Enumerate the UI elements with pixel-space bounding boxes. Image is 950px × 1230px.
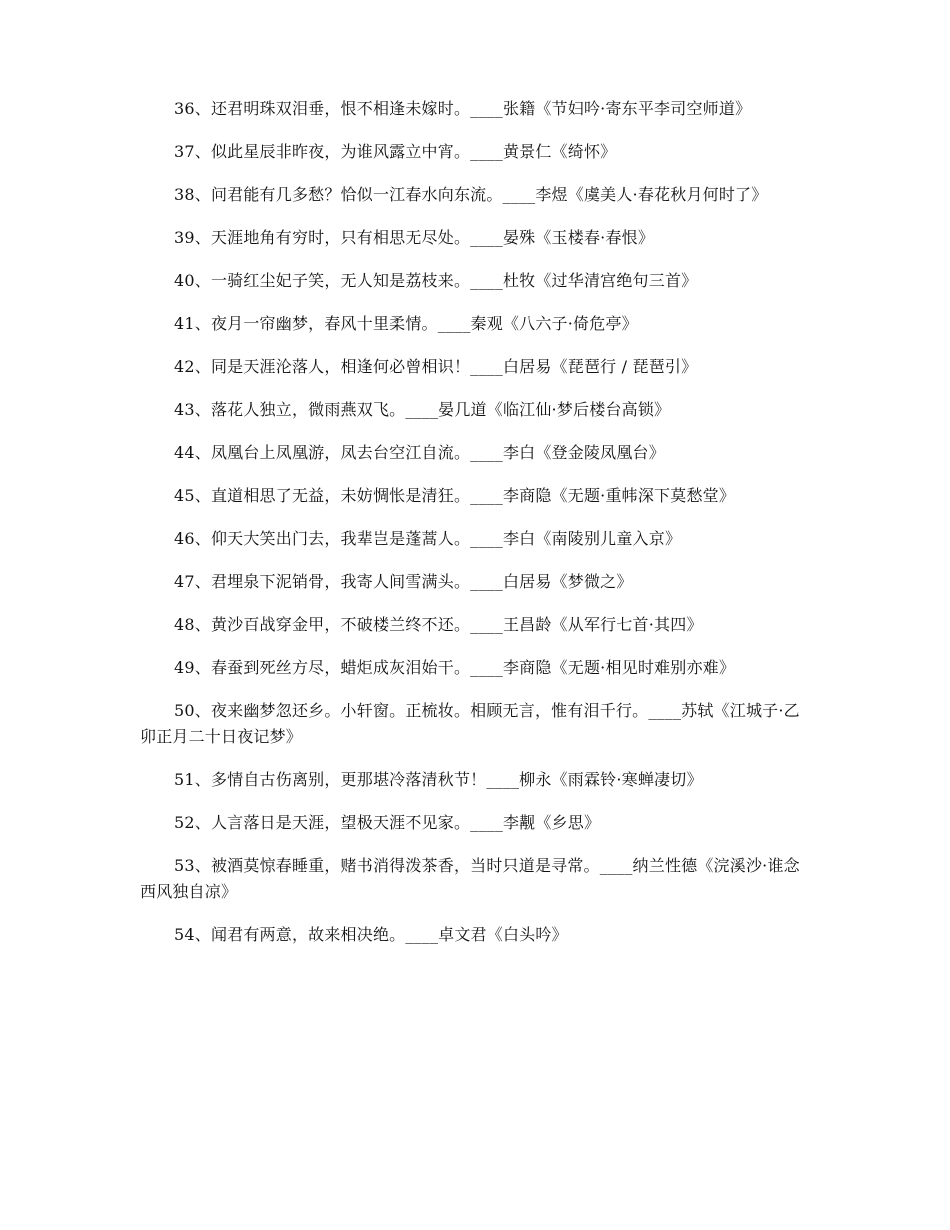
quote-item-39: 39、天涯地角有穷时，只有相思无尽处。____晏殊《玉楼春·春恨》: [174, 228, 655, 247]
quote-item-42: 42、同是天涯沦落人，相逢何必曾相识！____白居易《琵琶行 / 琵琶引》: [174, 357, 698, 376]
quote-item-41: 41、夜月一帘幽梦，春风十里柔情。____秦观《八六子·倚危亭》: [174, 314, 638, 333]
quote-item-45: 45、直道相思了无益，未妨惆怅是清狂。____李商隐《无题·重帏深下莫愁堂》: [174, 486, 736, 505]
quote-item-40: 40、一骑红尘妃子笑，无人知是荔枝来。____杜牧《过华清宫绝句三首》: [174, 271, 698, 290]
quote-item-38: 38、问君能有几多愁？恰似一江春水向东流。____李煜《虞美人·春花秋月何时了》: [174, 185, 768, 204]
poem-quote-list: [140, 96, 812, 965]
quote-item-51: 51、多情自古伤离别，更那堪冷落清秋节！____柳永《雨霖铃·寒蝉凄切》: [174, 770, 703, 789]
quote-item-44: 44、凤凰台上凤凰游，凤去台空江自流。____李白《登金陵凤凰台》: [174, 443, 665, 462]
quote-item-50: 50、夜来幽梦忽还乡。小轩窗。正梳妆。相顾无言，惟有泪千行。____苏轼《江城子·乙卯正月二十日夜记梦》: [140, 701, 800, 746]
quote-item-36: 36、还君明珠双泪垂，恨不相逢未嫁时。____张籍《节妇吟·寄东平李司空师道》: [174, 99, 752, 118]
quote-item-54: 54、闻君有两意，故来相决绝。____卓文君《白头吟》: [174, 925, 568, 944]
quote-item-53: 53、被酒莫惊春睡重，赌书消得泼茶香，当时只道是寻常。____纳兰性德《浣溪沙·谁念西风独自凉》: [140, 856, 800, 901]
quote-item-37: 37、似此星辰非昨夜，为谁风露立中宵。____黄景仁《绮怀》: [174, 142, 617, 161]
quote-item-48: 48、黄沙百战穿金甲，不破楼兰终不还。____王昌龄《从军行七首·其四》: [174, 615, 703, 634]
quote-item-52: 52、人言落日是天涯，望极天涯不见家。____李觏《乡思》: [174, 813, 601, 832]
quote-item-49: 49、春蚕到死丝方尽，蜡炬成灰泪始干。____李商隐《无题·相见时难别亦难》: [174, 658, 736, 677]
quote-item-46: 46、仰天大笑出门去，我辈岂是蓬蒿人。____李白《南陵别儿童入京》: [174, 529, 682, 548]
quote-item-47: 47、君埋泉下泥销骨，我寄人间雪满头。____白居易《梦微之》: [174, 572, 633, 591]
quote-item-43: 43、落花人独立，微雨燕双飞。____晏几道《临江仙·梦后楼台高锁》: [174, 400, 671, 419]
